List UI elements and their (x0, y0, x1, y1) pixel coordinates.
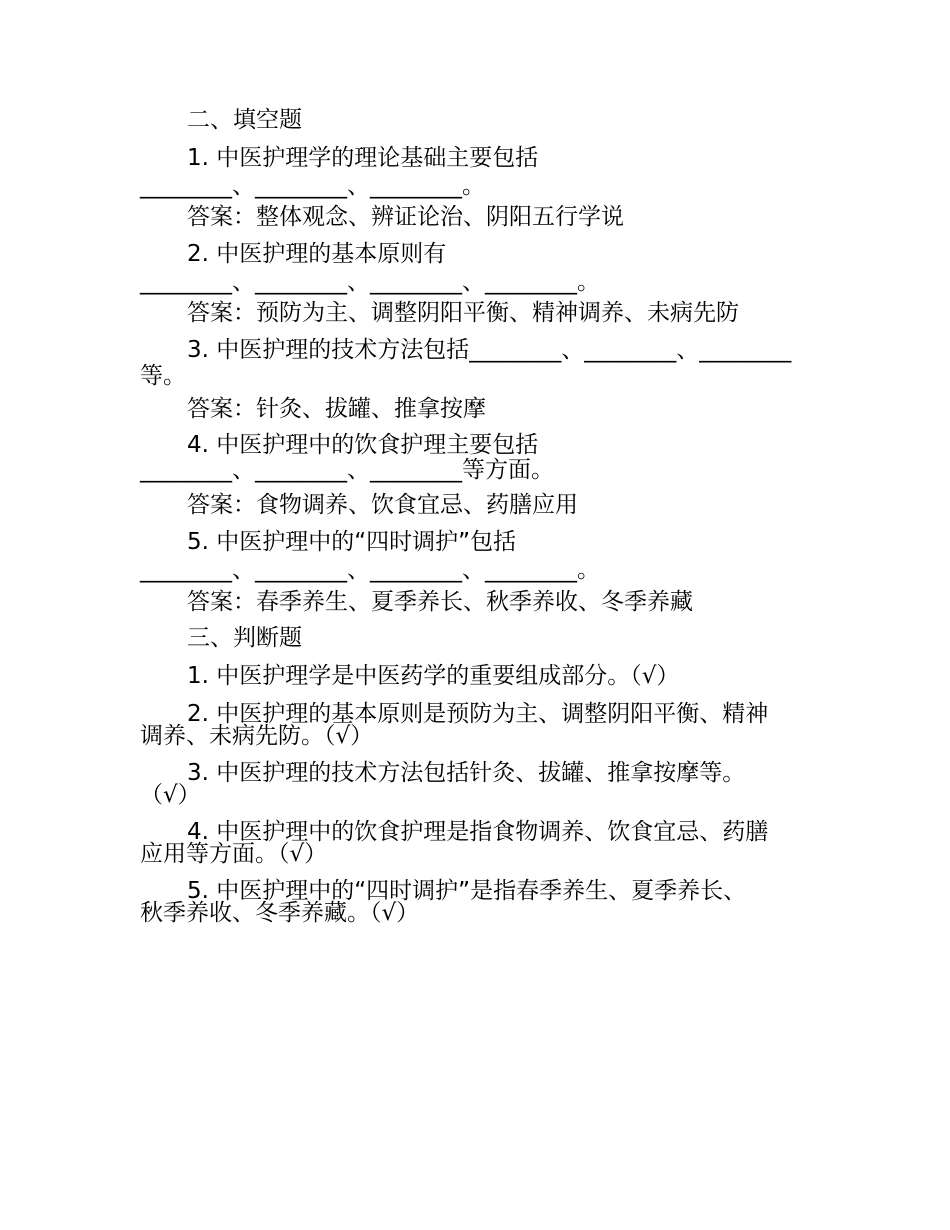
section-heading-true-false: 三、判断题 (187, 625, 302, 651)
question-5-blanks: ________、________、________、________。 (140, 557, 600, 583)
answer-3: 答案：针灸、拔罐、推拿按摩 (187, 396, 486, 422)
judgment-5-line-2: 秋季养收、冬季养藏。（√） (140, 900, 420, 926)
judgment-2-line-2: 调养、未病先防。（√） (140, 723, 374, 749)
judgment-4-line-2: 应用等方面。（√） (140, 841, 328, 867)
question-2-text: 2. 中医护理的基本原则有 (187, 241, 447, 267)
question-1-text: 1. 中医护理学的理论基础主要包括 (187, 145, 539, 171)
answer-5: 答案：春季养生、夏季养长、秋季养收、冬季养藏 (187, 589, 693, 615)
question-2-blanks: ________、________、________、________。 (140, 269, 600, 295)
question-4-text: 4. 中医护理中的饮食护理主要包括 (187, 432, 539, 458)
judgment-2-line-1: 2. 中医护理的基本原则是预防为主、调整阴阳平衡、精神 (187, 701, 769, 727)
judgment-3-line-1: 3. 中医护理的技术方法包括针灸、拔罐、推拿按摩等。 (187, 760, 746, 786)
answer-1: 答案：整体观念、辨证论治、阴阳五行学说 (187, 204, 624, 230)
question-3-continuation: 等。 (140, 363, 186, 389)
question-5-text: 5. 中医护理中的“四时调护”包括 (187, 529, 517, 555)
question-4-blanks: ________、________、________等方面。 (140, 457, 554, 483)
answer-2: 答案：预防为主、调整阴阳平衡、精神调养、未病先防 (187, 300, 739, 326)
judgment-4-line-1: 4. 中医护理中的饮食护理是指食物调养、饮食宜忌、药膳 (187, 819, 769, 845)
judgment-5-line-1: 5. 中医护理中的“四时调护”是指春季养生、夏季养长、 (187, 878, 747, 904)
judgment-3-line-2: （√） (140, 782, 201, 808)
question-3-text: 3. 中医护理的技术方法包括________、________、________ (187, 337, 792, 363)
answer-4: 答案：食物调养、饮食宜忌、药膳应用 (187, 492, 578, 518)
judgment-1: 1. 中医护理学是中医药学的重要组成部分。（√） (187, 663, 680, 689)
question-1-blanks: ________、________、________。 (140, 173, 485, 199)
section-heading-fill-in: 二、填空题 (187, 107, 302, 133)
